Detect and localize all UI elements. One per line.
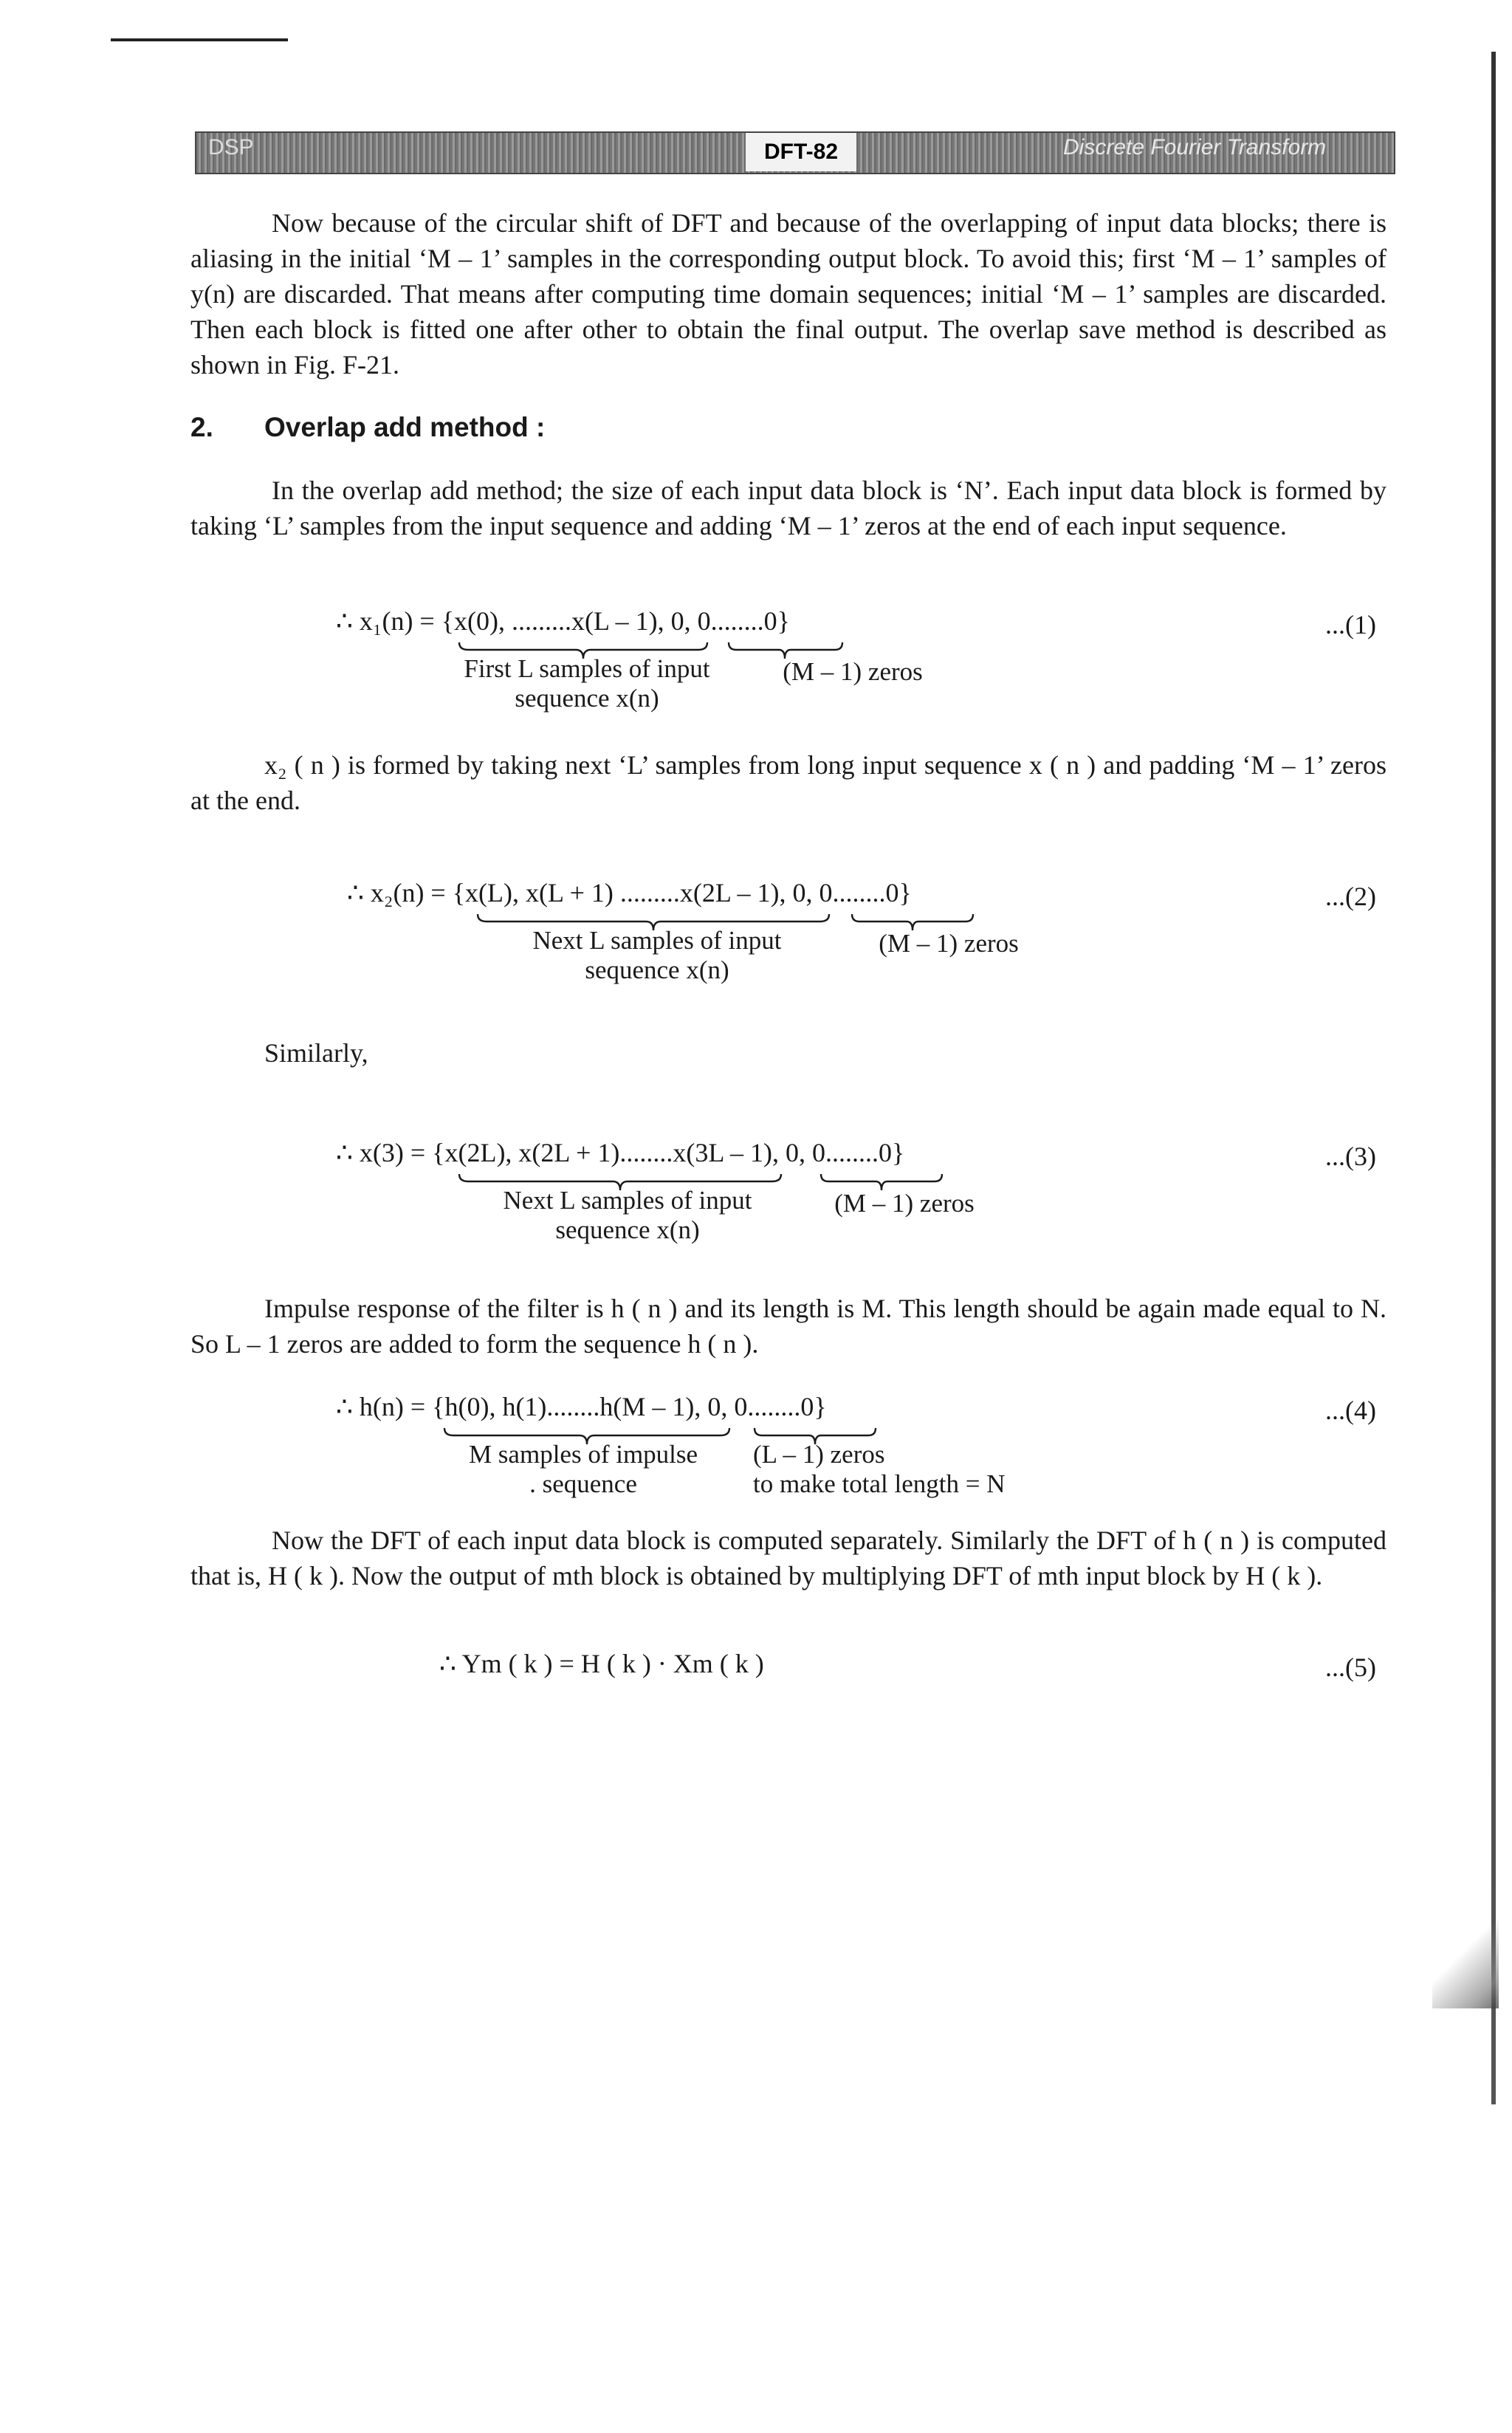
header-right: Discrete Fourier Transform bbox=[1063, 135, 1327, 159]
paragraph-x2: x₂ ( n ) is formed by taking next ‘L’ samples from long input sequence x ( n ) and padding ‘M – 1’ zeros at the end. bbox=[190, 750, 1386, 815]
label-text: Next L samples of input bbox=[503, 1186, 752, 1215]
equation-2-label-b: (M – 1) zeros bbox=[879, 929, 1019, 958]
section-heading bbox=[190, 412, 545, 443]
equation-2-label-a bbox=[502, 926, 812, 985]
section-number: 2. bbox=[190, 412, 213, 442]
label-text: to make total length = N bbox=[753, 1469, 1006, 1498]
header-left: DSP bbox=[208, 135, 254, 159]
equation-2: ∴ x₂(n) = {x(L), x(L + 1) .........x(2L – 1), 0, 0........0} bbox=[347, 878, 912, 907]
equation-2-number: ...(2) bbox=[1325, 882, 1376, 911]
equation-3-label-a bbox=[472, 1186, 783, 1245]
page-edge bbox=[1491, 52, 1496, 2104]
equation-4-label-a bbox=[436, 1440, 731, 1499]
equation-4-number: ...(4) bbox=[1325, 1396, 1376, 1425]
paragraph-dft: Now the DFT of each input data block is computed separately. Similarly the DFT of h ( n ) is computed that is, H ( k ). Now the output of mth block is obtained by multiplying DFT of mth input block by H ( k ). bbox=[190, 1526, 1386, 1590]
equation-5: ∴ Ym ( k ) = H ( k ) · Xm ( k ) bbox=[439, 1649, 764, 1678]
page-number: DFT-82 bbox=[746, 133, 856, 171]
top-rule bbox=[111, 38, 288, 41]
equation-4-label-b bbox=[753, 1440, 1078, 1499]
equation-1: ∴ x₁(n) = {x(0), .........x(L – 1), 0, 0........0} bbox=[336, 606, 790, 636]
paragraph-impulse: Impulse response of the filter is h ( n ) and its length is M. This length should be again made equal to N. So L – 1 zeros are added to form the sequence h ( n ). bbox=[190, 1294, 1386, 1359]
label-text: Next L samples of input bbox=[532, 926, 782, 955]
page-edge-shadow bbox=[1432, 1920, 1499, 2008]
label-text: M samples of impulse bbox=[468, 1440, 698, 1469]
equation-4: ∴ h(n) = {h(0), h(1)........h(M – 1), 0, 0........0} bbox=[336, 1392, 827, 1421]
equation-3-label-b: (M – 1) zeros bbox=[834, 1189, 975, 1218]
similarly-text: Similarly, bbox=[264, 1038, 368, 1068]
equation-5-number: ...(5) bbox=[1325, 1653, 1376, 1682]
label-text: First L samples of input bbox=[464, 654, 710, 683]
equation-3: ∴ x(3) = {x(2L), x(2L + 1)........x(3L – 1), 0, 0........0} bbox=[336, 1138, 905, 1167]
equation-1-label-b: (M – 1) zeros bbox=[783, 657, 923, 686]
paragraph-overlap-save: Now because of the circular shift of DFT and because of the overlapping of input data blocks; there is aliasing in the initial ‘M – 1’ samples in the corresponding output block. To avoid this; first ‘M – 1’ samples of y(n) are discarded. That means after computing time domain sequences; initial ‘M – 1’ samples are discarded. Then each block is fitted one after other to obtain the final output. The overlap save method is described as shown in Fig. F-21. bbox=[190, 208, 1386, 380]
equation-1-label-a bbox=[436, 654, 738, 713]
paragraph-overlap-add: In the overlap add method; the size of each input data block is ‘N’. Each input data block is formed by taking ‘L’ samples from the input sequence and adding ‘M – 1’ zeros at the end of each input sequence. bbox=[190, 476, 1386, 541]
label-text: sequence x(n) bbox=[555, 1215, 700, 1244]
label-text: (L – 1) zeros bbox=[753, 1440, 885, 1469]
label-text: sequence x(n) bbox=[515, 684, 659, 713]
equation-1-number: ...(1) bbox=[1325, 610, 1376, 639]
label-text: sequence x(n) bbox=[585, 955, 729, 984]
equation-3-number: ...(3) bbox=[1325, 1142, 1376, 1171]
section-title: Overlap add method : bbox=[264, 412, 546, 442]
label-text: . sequence bbox=[529, 1469, 637, 1498]
